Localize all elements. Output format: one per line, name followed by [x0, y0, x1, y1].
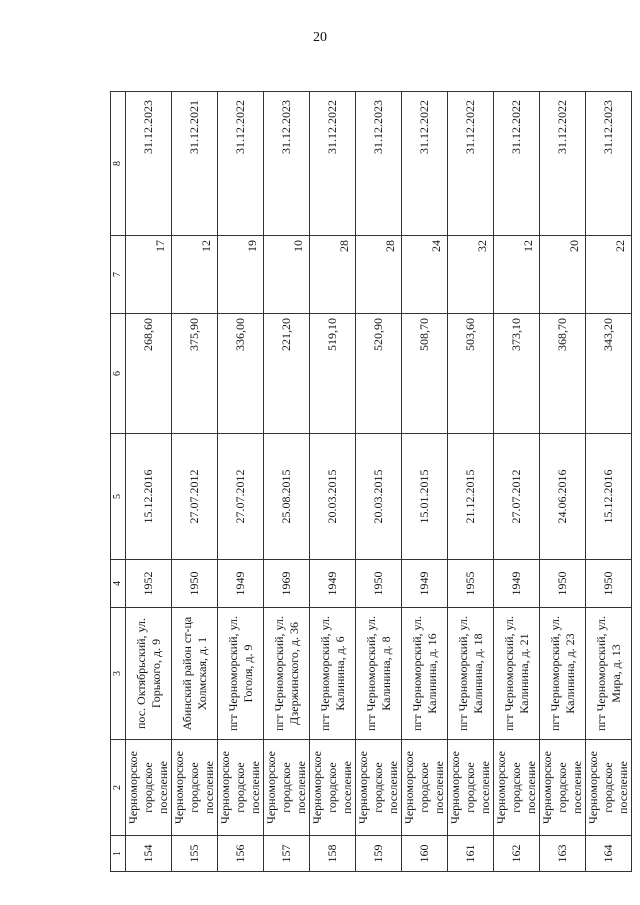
address-cell: пгт Черноморский, ул. Калинина, д. 21: [494, 608, 540, 740]
count-cell: 22: [586, 236, 632, 314]
settlement-cell: Черноморское городское поселение: [540, 740, 586, 836]
row-number: 157: [264, 836, 310, 872]
year-cell: 1950: [172, 560, 218, 608]
area-cell: 336,00: [218, 314, 264, 434]
count-cell: 19: [218, 236, 264, 314]
header-cell: 2: [111, 740, 126, 836]
year-cell: 1952: [126, 560, 172, 608]
table-row: [448, 92, 494, 872]
address-cell: пгт Черноморский, ул. Калинина, д. 6: [310, 608, 356, 740]
year-cell: 1949: [402, 560, 448, 608]
year-cell: 1950: [356, 560, 402, 608]
row-number: 159: [356, 836, 402, 872]
header-cell: 6: [111, 314, 126, 434]
table-row: [356, 92, 402, 872]
count-cell: 28: [310, 236, 356, 314]
area-cell: 508,70: [402, 314, 448, 434]
header-cell: 8: [111, 92, 126, 236]
settlement-cell: Черноморское городское поселение: [448, 740, 494, 836]
date-cell: 27.07.2012: [218, 434, 264, 560]
count-cell: 24: [402, 236, 448, 314]
row-number: 160: [402, 836, 448, 872]
rotated-table-wrapper: [110, 92, 630, 872]
row-number: 162: [494, 836, 540, 872]
count-cell: 28: [356, 236, 402, 314]
settlement-cell: Черноморское городское поселение: [218, 740, 264, 836]
table-row: [218, 92, 264, 872]
address-cell: пгт Черноморский, ул. Мира, д. 13: [586, 608, 632, 740]
area-cell: 268,60: [126, 314, 172, 434]
date-cell: 15.12.2016: [586, 434, 632, 560]
area-cell: 375,90: [172, 314, 218, 434]
deadline-cell: 31.12.2022: [402, 92, 448, 236]
deadline-cell: 31.12.2023: [126, 92, 172, 236]
date-cell: 20.03.2015: [310, 434, 356, 560]
housing-table: [110, 91, 632, 872]
count-cell: 12: [494, 236, 540, 314]
deadline-cell: 31.12.2023: [586, 92, 632, 236]
table-row: [310, 92, 356, 872]
year-cell: 1969: [264, 560, 310, 608]
settlement-cell: Черноморское городское поселение: [402, 740, 448, 836]
deadline-cell: 31.12.2023: [356, 92, 402, 236]
header-row: [111, 92, 126, 872]
table-row: [494, 92, 540, 872]
deadline-cell: 31.12.2022: [310, 92, 356, 236]
deadline-cell: 31.12.2022: [448, 92, 494, 236]
table-row: [540, 92, 586, 872]
row-number: 155: [172, 836, 218, 872]
row-number: 163: [540, 836, 586, 872]
year-cell: 1955: [448, 560, 494, 608]
page-number: 20: [313, 30, 327, 45]
settlement-cell: Черноморское городское поселение: [356, 740, 402, 836]
date-cell: 27.07.2012: [494, 434, 540, 560]
address-cell: пос. Октябрьский, ул. Горького, д. 9: [126, 608, 172, 740]
deadline-cell: 31.12.2022: [540, 92, 586, 236]
area-cell: 368,70: [540, 314, 586, 434]
row-number: 156: [218, 836, 264, 872]
area-cell: 373,10: [494, 314, 540, 434]
address-cell: пгт Черноморский, ул. Калинина, д. 8: [356, 608, 402, 740]
count-cell: 12: [172, 236, 218, 314]
deadline-cell: 31.12.2021: [172, 92, 218, 236]
address-cell: пгт Черноморский, ул. Калинина, д. 18: [448, 608, 494, 740]
row-number: 154: [126, 836, 172, 872]
count-cell: 10: [264, 236, 310, 314]
address-cell: пгт Черноморский, ул. Калинина, д. 23: [540, 608, 586, 740]
table-row: [586, 92, 632, 872]
address-cell: пгт Черноморский, ул. Дзержинского, д. 36: [264, 608, 310, 740]
area-cell: 343,20: [586, 314, 632, 434]
header-cell: 4: [111, 560, 126, 608]
settlement-cell: Черноморское городское поселение: [264, 740, 310, 836]
deadline-cell: 31.12.2022: [218, 92, 264, 236]
year-cell: 1950: [540, 560, 586, 608]
header-cell: 7: [111, 236, 126, 314]
date-cell: 15.01.2015: [402, 434, 448, 560]
deadline-cell: 31.12.2022: [494, 92, 540, 236]
area-cell: 520,90: [356, 314, 402, 434]
area-cell: 503,60: [448, 314, 494, 434]
year-cell: 1949: [218, 560, 264, 608]
count-cell: 17: [126, 236, 172, 314]
settlement-cell: Черноморское городское поселение: [586, 740, 632, 836]
table-row: [172, 92, 218, 872]
header-cell: 3: [111, 608, 126, 740]
row-number: 164: [586, 836, 632, 872]
header-cell: 5: [111, 434, 126, 560]
table-row: [126, 92, 172, 872]
settlement-cell: Черноморское городское поселение: [310, 740, 356, 836]
date-cell: 21.12.2015: [448, 434, 494, 560]
date-cell: 25.08.2015: [264, 434, 310, 560]
settlement-cell: Черноморское городское поселение: [494, 740, 540, 836]
address-cell: пгт Черноморский, ул. Гоголя, д. 9: [218, 608, 264, 740]
date-cell: 15.12.2016: [126, 434, 172, 560]
settlement-cell: Черноморское городское поселение: [172, 740, 218, 836]
row-number: 161: [448, 836, 494, 872]
area-cell: 221,20: [264, 314, 310, 434]
date-cell: 27.07.2012: [172, 434, 218, 560]
count-cell: 32: [448, 236, 494, 314]
header-cell: 1: [111, 836, 126, 872]
address-cell: пгт Черноморский, ул. Калинина, д. 16: [402, 608, 448, 740]
year-cell: 1949: [310, 560, 356, 608]
year-cell: 1949: [494, 560, 540, 608]
year-cell: 1950: [586, 560, 632, 608]
table-row: [264, 92, 310, 872]
date-cell: 24.06.2016: [540, 434, 586, 560]
row-number: 158: [310, 836, 356, 872]
settlement-cell: Черноморское городское поселение: [126, 740, 172, 836]
table-row: [402, 92, 448, 872]
area-cell: 519,10: [310, 314, 356, 434]
deadline-cell: 31.12.2023: [264, 92, 310, 236]
address-cell: Абинский район ст-ца Холмская, д. 1: [172, 608, 218, 740]
count-cell: 20: [540, 236, 586, 314]
date-cell: 20.03.2015: [356, 434, 402, 560]
